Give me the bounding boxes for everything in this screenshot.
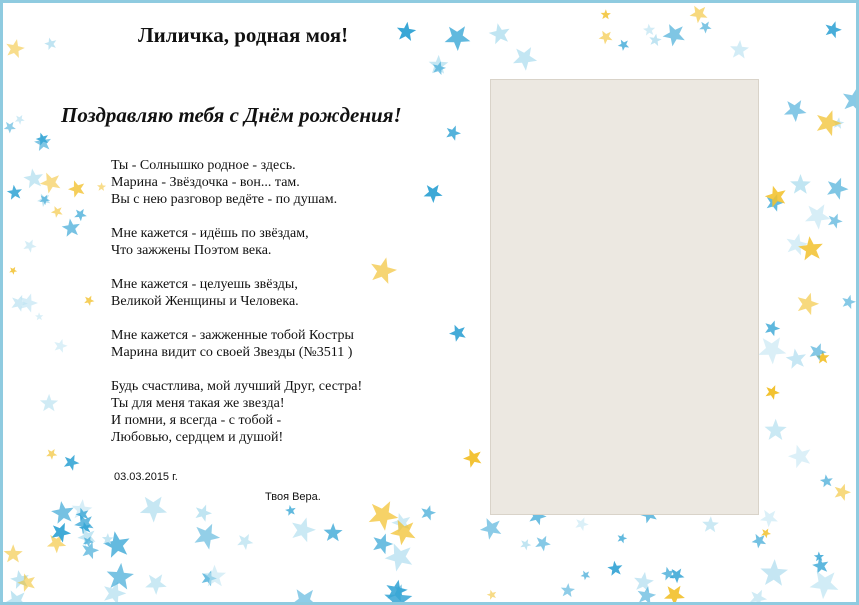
poem bbox=[111, 157, 362, 463]
poem-stanza bbox=[111, 378, 362, 446]
star-icon bbox=[817, 110, 842, 136]
star-icon bbox=[445, 26, 471, 51]
star-icon bbox=[35, 312, 43, 320]
star-icon bbox=[446, 126, 461, 141]
star-icon bbox=[827, 178, 848, 200]
star-icon bbox=[7, 185, 22, 200]
star-icon bbox=[463, 449, 481, 468]
star-icon bbox=[702, 516, 719, 532]
card-date: 03.03.2015 г. bbox=[114, 471, 178, 483]
poem-line: Мне кажется - зажженные тобой Костры bbox=[111, 328, 354, 343]
star-icon bbox=[62, 219, 80, 237]
star-icon bbox=[699, 22, 711, 34]
star-icon bbox=[634, 572, 654, 592]
star-icon bbox=[812, 557, 828, 573]
star-icon bbox=[369, 501, 399, 530]
poem-line: Вы с нею разговор ведёте - по душам. bbox=[111, 192, 338, 207]
star-icon bbox=[196, 505, 213, 522]
star-icon bbox=[140, 497, 167, 523]
star-icon bbox=[786, 349, 806, 369]
star-icon bbox=[599, 31, 613, 45]
star-icon bbox=[46, 449, 57, 460]
star-icon bbox=[373, 534, 393, 555]
star-icon bbox=[51, 501, 74, 524]
star-icon bbox=[397, 22, 416, 41]
card-title: Лиличка, родная моя! bbox=[138, 23, 349, 47]
poem-stanza bbox=[111, 225, 362, 259]
star-icon bbox=[758, 337, 786, 364]
star-icon bbox=[790, 174, 811, 194]
star-icon bbox=[730, 40, 749, 59]
star-icon bbox=[513, 47, 537, 71]
star-icon bbox=[23, 169, 43, 189]
star-icon bbox=[618, 40, 629, 51]
star-icon bbox=[760, 510, 778, 528]
star-icon bbox=[575, 517, 588, 531]
star-icon bbox=[34, 134, 51, 151]
star-icon bbox=[843, 87, 859, 112]
star-icon bbox=[74, 209, 87, 221]
star-icon bbox=[828, 214, 843, 229]
star-icon bbox=[15, 115, 25, 125]
star-icon bbox=[40, 394, 58, 411]
star-icon bbox=[40, 173, 61, 194]
star-icon bbox=[760, 559, 788, 586]
star-icon bbox=[68, 180, 84, 197]
star-icon bbox=[752, 534, 767, 549]
poem-stanza bbox=[111, 327, 362, 361]
star-icon bbox=[84, 296, 94, 306]
poem-line: Мне кажется - целуешь звёзды, bbox=[111, 277, 298, 292]
star-icon bbox=[4, 590, 26, 605]
star-icon bbox=[51, 206, 63, 218]
poem-line: Любовью, сердцем и душой! bbox=[111, 430, 284, 445]
star-icon bbox=[324, 523, 343, 541]
star-icon bbox=[535, 536, 551, 552]
star-icon bbox=[750, 590, 767, 605]
star-icon bbox=[601, 9, 611, 19]
star-icon bbox=[4, 122, 16, 133]
star-icon bbox=[145, 574, 167, 595]
poem-line: Великой Женщины и Человека. bbox=[111, 294, 299, 309]
poem-line: Ты для меня такая же звезда! bbox=[111, 396, 285, 411]
star-icon bbox=[788, 445, 810, 468]
star-icon bbox=[607, 561, 622, 576]
star-icon bbox=[826, 21, 842, 38]
poem-line: Что зажжены Поэтом века. bbox=[111, 243, 272, 258]
birthday-greeting: Поздравляю тебя с Днём рождения! bbox=[61, 103, 402, 127]
star-icon bbox=[371, 257, 397, 284]
star-icon bbox=[798, 236, 823, 260]
star-icon bbox=[649, 34, 661, 46]
star-icon bbox=[835, 484, 851, 501]
poem-line: И помни, я всегда - с тобой - bbox=[111, 413, 282, 428]
star-icon bbox=[810, 571, 839, 599]
star-icon bbox=[9, 267, 17, 275]
star-icon bbox=[765, 419, 787, 440]
star-icon bbox=[54, 339, 67, 353]
star-icon bbox=[664, 586, 685, 605]
star-icon bbox=[784, 100, 807, 122]
poem-stanza bbox=[111, 157, 362, 208]
star-icon bbox=[385, 544, 413, 572]
star-icon bbox=[618, 533, 628, 543]
poem-line: Марина видит со своей Звезды (№3511 ) bbox=[111, 345, 353, 360]
star-icon bbox=[449, 325, 466, 342]
star-icon bbox=[97, 182, 106, 191]
card-signature: Твоя Вера. bbox=[265, 491, 321, 503]
star-icon bbox=[581, 571, 591, 581]
star-icon bbox=[64, 455, 80, 471]
poem-line: Мне кажется - идёшь по звёздам, bbox=[111, 226, 309, 241]
poem-stanza bbox=[111, 276, 362, 310]
star-icon bbox=[195, 524, 221, 550]
star-icon bbox=[661, 567, 674, 581]
star-icon bbox=[489, 23, 510, 44]
star-icon bbox=[291, 589, 318, 605]
star-icon bbox=[690, 6, 708, 24]
star-icon bbox=[237, 534, 253, 550]
star-icon bbox=[6, 39, 25, 58]
star-icon bbox=[480, 518, 501, 540]
star-icon bbox=[285, 505, 296, 516]
star-icon bbox=[765, 321, 780, 337]
poem-line: Будь счастлива, мой лучший Друг, сестра! bbox=[111, 379, 363, 394]
star-icon bbox=[487, 590, 497, 600]
star-icon bbox=[292, 518, 316, 543]
star-icon bbox=[798, 293, 819, 315]
star-icon bbox=[203, 565, 226, 587]
star-icon bbox=[424, 185, 443, 203]
star-icon bbox=[842, 295, 856, 309]
star-icon bbox=[44, 38, 56, 50]
star-icon bbox=[561, 583, 575, 597]
star-icon bbox=[805, 204, 831, 229]
star-icon bbox=[4, 544, 23, 562]
star-icon bbox=[520, 539, 531, 550]
portrait-photo-placeholder bbox=[490, 79, 759, 515]
star-icon bbox=[421, 505, 436, 520]
poem-line: Марина - Звёздочка - вон... там. bbox=[111, 175, 300, 190]
star-icon bbox=[107, 563, 134, 590]
star-icon bbox=[820, 474, 833, 487]
star-icon bbox=[23, 240, 36, 253]
star-icon bbox=[787, 233, 809, 255]
star-icon bbox=[663, 24, 685, 46]
star-icon bbox=[638, 586, 657, 605]
star-icon bbox=[766, 385, 780, 400]
star-icon bbox=[643, 24, 655, 36]
poem-line: Ты - Солнышко родное - здесь. bbox=[111, 158, 296, 173]
